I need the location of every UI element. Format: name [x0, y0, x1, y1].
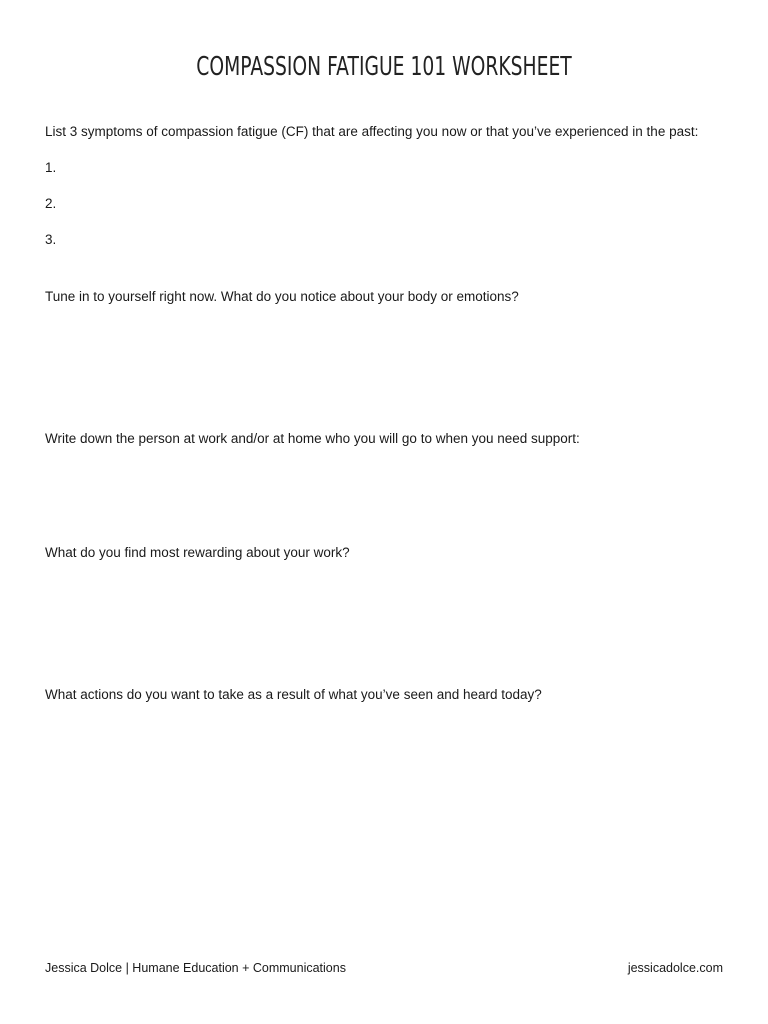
list-item-1: 1. [45, 160, 57, 175]
page-title: COMPASSION FATIGUE 101 WORKSHEET [196, 52, 572, 82]
footer-author: Jessica Dolce | Humane Education + Communications [45, 961, 346, 975]
symptoms-prompt: List 3 symptoms of compassion fatigue (CF) that are affecting you now or that you’ve experienced in the past: [45, 124, 699, 139]
list-item-2: 2. [45, 196, 57, 211]
body-emotions-prompt: Tune in to yourself right now. What do you notice about your body or emotions? [45, 289, 519, 304]
support-prompt: Write down the person at work and/or at home who you will go to when you need support: [45, 431, 580, 446]
footer-website: jessicadolce.com [627, 961, 723, 975]
rewarding-prompt: What do you find most rewarding about your work? [45, 545, 350, 560]
actions-prompt: What actions do you want to take as a result of what you’ve seen and heard today? [45, 687, 542, 702]
list-item-3: 3. [45, 232, 57, 247]
